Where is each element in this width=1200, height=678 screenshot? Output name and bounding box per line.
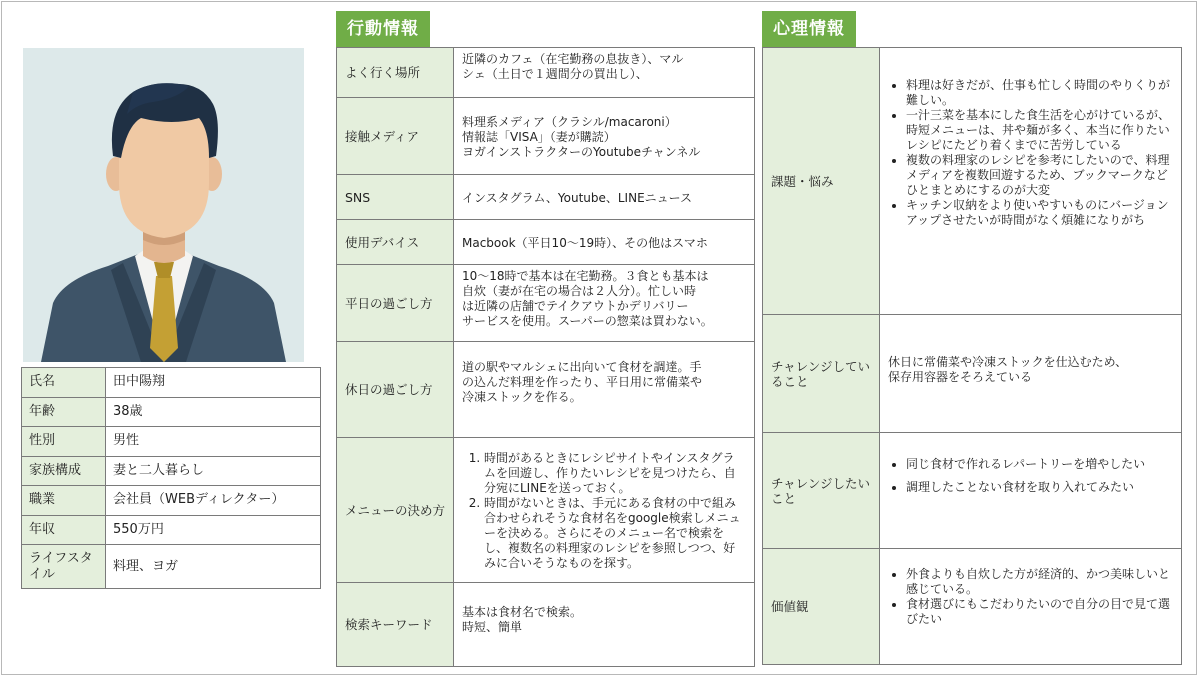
text-line: 保存用容器をそろえている bbox=[888, 370, 1033, 384]
list-item: • キッチン収納をより使いやすいものにバージョンアップさせたいが時間がなく煩雑になりがち bbox=[906, 198, 1173, 228]
profile-value: 会社員（WEBディレクター） bbox=[106, 486, 321, 516]
list-item: • 調理したことない食材を取り入れてみたい bbox=[906, 480, 1173, 495]
text-line: 情報誌「VISA」（妻が購読） bbox=[462, 129, 616, 144]
menu-list bbox=[462, 451, 746, 571]
text-line: 時短、簡単 bbox=[462, 620, 523, 634]
psych-value bbox=[880, 48, 1182, 315]
profile-value: 550万円 bbox=[106, 515, 321, 545]
behavior-value bbox=[454, 342, 755, 438]
text-line: 休日に常備菜や冷凍ストックを仕込むため、 bbox=[888, 355, 1128, 369]
psych-value bbox=[880, 433, 1182, 549]
text-line: サービスを使用。スーパーの惣菜は買わない。 bbox=[462, 314, 713, 328]
table-row bbox=[22, 397, 321, 427]
profile-value: 38歳 bbox=[106, 397, 321, 427]
table-row bbox=[22, 486, 321, 516]
table-row bbox=[22, 456, 321, 486]
profile-key: 家族構成 bbox=[22, 456, 106, 486]
table-row bbox=[337, 48, 755, 98]
behavior-key: メニューの決め方 bbox=[337, 438, 454, 583]
text-line: 冷凍ストックを作る。 bbox=[462, 390, 582, 404]
text-line: シェ（土日で１週間分の買出し）、 bbox=[462, 67, 648, 81]
profile-value: 妻と二人暮らし bbox=[106, 456, 321, 486]
text-line: 10〜18時で基本は在宅勤務。３食とも基本は bbox=[462, 269, 709, 283]
profile-value: 料理、ヨガ bbox=[106, 545, 321, 589]
list-item: • 食材選びにもこだわりたいので自分の目で見て選びたい bbox=[906, 597, 1173, 627]
list-item: • 複数の料理家のレシピを参考にしたいので、料理メディアを複数回遊するため、ブックマークなどひとまとめにするのが大変 bbox=[906, 153, 1173, 198]
profile-key: 年収 bbox=[22, 515, 106, 545]
psych-section-title: 心理情報 bbox=[762, 11, 856, 48]
behavior-key: よく行く場所 bbox=[337, 48, 454, 98]
text-line: 近隣のカフェ（在宅勤務の息抜き）、マル bbox=[462, 52, 684, 66]
text-line: 料理系メディア（クラシル/macaroni） bbox=[462, 114, 677, 129]
text-line: は近隣の店舗でテイクアウトかデリバリー bbox=[462, 299, 689, 313]
psych-table bbox=[762, 47, 1182, 665]
psych-key: チャレンジしていること bbox=[763, 315, 880, 433]
psych-key: チャレンジしたいこと bbox=[763, 433, 880, 549]
profile-key: ライフスタイル bbox=[22, 545, 106, 589]
behavior-value bbox=[454, 583, 755, 667]
list-item: 2. 時間がないときは、手元にある食材の中で組み合わせられそうな食材名をgoogle検索しメニューを決める。さらにそのメニュー名で検索をし、複数名の料理家のレシピを参照しつつ、好みに合いそうなものを探す。 bbox=[484, 496, 746, 571]
profile-key: 性別 bbox=[22, 427, 106, 457]
profile-value: 男性 bbox=[106, 427, 321, 457]
text-line: 道の駅やマルシェに出向いて食材を調達。手 bbox=[462, 360, 702, 374]
behavior-value bbox=[454, 98, 755, 175]
table-row bbox=[337, 265, 755, 342]
profile-key: 年齢 bbox=[22, 397, 106, 427]
list-item: • 外食よりも自炊した方が経済的、かつ美味しいと感じている。 bbox=[906, 567, 1173, 597]
table-row bbox=[337, 98, 755, 175]
psych-key: 課題・悩み bbox=[763, 48, 880, 315]
table-row bbox=[337, 175, 755, 220]
table-row bbox=[337, 342, 755, 438]
list-item: • 同じ食材で作れるレパートリーを増やしたい bbox=[906, 457, 1173, 472]
psych-key: 価値観 bbox=[763, 549, 880, 665]
text-line: 自炊（妻が在宅の場合は２人分）。忙しい時 bbox=[462, 284, 697, 298]
behavior-value bbox=[454, 265, 755, 342]
table-row bbox=[763, 48, 1182, 315]
table-row bbox=[337, 438, 755, 583]
person-illustration bbox=[23, 48, 304, 362]
behavior-key: 接触メディア bbox=[337, 98, 454, 175]
behavior-key: 使用デバイス bbox=[337, 220, 454, 265]
table-row bbox=[337, 583, 755, 667]
list-item: • 一汁三菜を基本にした食生活を心がけているが、時短メニューは、丼や麺が多く、本当に作りたいレシピにたどり着くまでに苦労している bbox=[906, 108, 1173, 153]
persona-avatar bbox=[23, 48, 304, 362]
behavior-key: 検索キーワード bbox=[337, 583, 454, 667]
table-row bbox=[22, 545, 321, 589]
behavior-value: Macbook（平日10〜19時）、その他はスマホ bbox=[454, 220, 755, 265]
list-item: 1. 時間があるときにレシピサイトやインスタグラムを回遊し、作りたいレシピを見つけたら、自分宛にLINEを送っておく。 bbox=[484, 451, 746, 496]
text-line: の込んだ料理を作ったり、平日用に常備菜や bbox=[462, 375, 703, 389]
want-list bbox=[888, 457, 1173, 495]
behavior-value: インスタグラム、Youtube、LINEニュース bbox=[454, 175, 755, 220]
profile-key: 職業 bbox=[22, 486, 106, 516]
values-list bbox=[888, 567, 1173, 627]
profile-table bbox=[21, 367, 321, 589]
behavior-value bbox=[454, 438, 755, 583]
text-line: ヨガインストラクターのYoutubeチャンネル bbox=[462, 144, 701, 159]
table-row bbox=[763, 433, 1182, 549]
psych-value bbox=[880, 315, 1182, 433]
list-item: • 料理は好きだが、仕事も忙しく時間のやりくりが難しい。 bbox=[906, 78, 1173, 108]
psych-value bbox=[880, 549, 1182, 665]
text-line: 基本は食材名で検索。 bbox=[462, 605, 583, 619]
behavior-section-title: 行動情報 bbox=[336, 11, 430, 48]
issues-list bbox=[888, 78, 1173, 228]
table-row bbox=[763, 549, 1182, 665]
table-row bbox=[337, 220, 755, 265]
behavior-table bbox=[336, 47, 755, 667]
behavior-key: SNS bbox=[337, 175, 454, 220]
profile-key: 氏名 bbox=[22, 368, 106, 398]
behavior-key: 休日の過ごし方 bbox=[337, 342, 454, 438]
behavior-key: 平日の過ごし方 bbox=[337, 265, 454, 342]
table-row bbox=[22, 427, 321, 457]
profile-value: 田中陽翔 bbox=[106, 368, 321, 398]
table-row bbox=[763, 315, 1182, 433]
table-row bbox=[22, 368, 321, 398]
behavior-value bbox=[454, 48, 755, 98]
table-row bbox=[22, 515, 321, 545]
